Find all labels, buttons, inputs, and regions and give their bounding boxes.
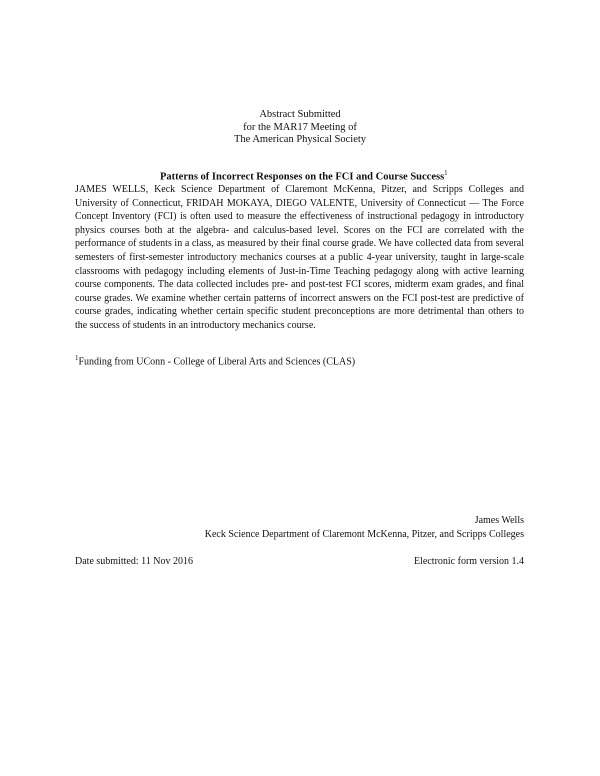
header-line-3: The American Physical Society (233, 134, 367, 146)
submission-header (0, 109, 600, 147)
date-submitted: Date submitted: 11 Nov 2016 (75, 556, 193, 567)
footnote-mark: 1 (75, 354, 79, 362)
header-line-1: Abstract Submitted (259, 109, 341, 120)
author-affiliation: Keck Science Department of Claremont McKenna, Pitzer, and Scripps Colleges (204, 529, 524, 540)
form-version: Electronic form version 1.4 (414, 556, 524, 567)
funding-footnote (75, 352, 524, 368)
abstract-title-text: Patterns of Incorrect Responses on the FCI and Course Success (160, 171, 445, 183)
header-line-2: for the MAR17 Meeting of (243, 121, 357, 133)
footnote-text: Funding from UConn - College of Liberal Arts and Sciences (CLAS) (78, 356, 356, 368)
author-name: James Wells (474, 515, 524, 526)
abstract-title (160, 169, 525, 183)
title-footnote-mark: 1 (444, 169, 448, 177)
abstract-body: JAMES WELLS, Keck Science Department of Claremont McKenna, Pitzer, and Scripps Colleges and University of Connecticut, FRIDAH MOKAYA, DIEGO VALENTE, University of Connecticut — The Force Concept Inventory (FCI) is often used to measure the effectiveness of instructional pedagogy in introductory physics courses both at the algebra- and calculus-based level. Scores on the FCI are correlated with the performance of students in a class, as measured by their final course grade. We have collected data from several semesters of first-semester introductory mechanics courses at a public 4-year university, taught in large-scale classrooms with pedagogy including elements of Just-in-Time Teaching pedagogy along with active learning course components. The data collected includes pre- and post-test FCI scores, midterm exam grades, and final course grades. We examine whether certain patterns of incorrect answers on the FCI post-test are predictive of course grades, indicating whether certain specific student preconceptions are more detrimental than others to the success of students in an introductory mechanics course. (75, 184, 524, 331)
